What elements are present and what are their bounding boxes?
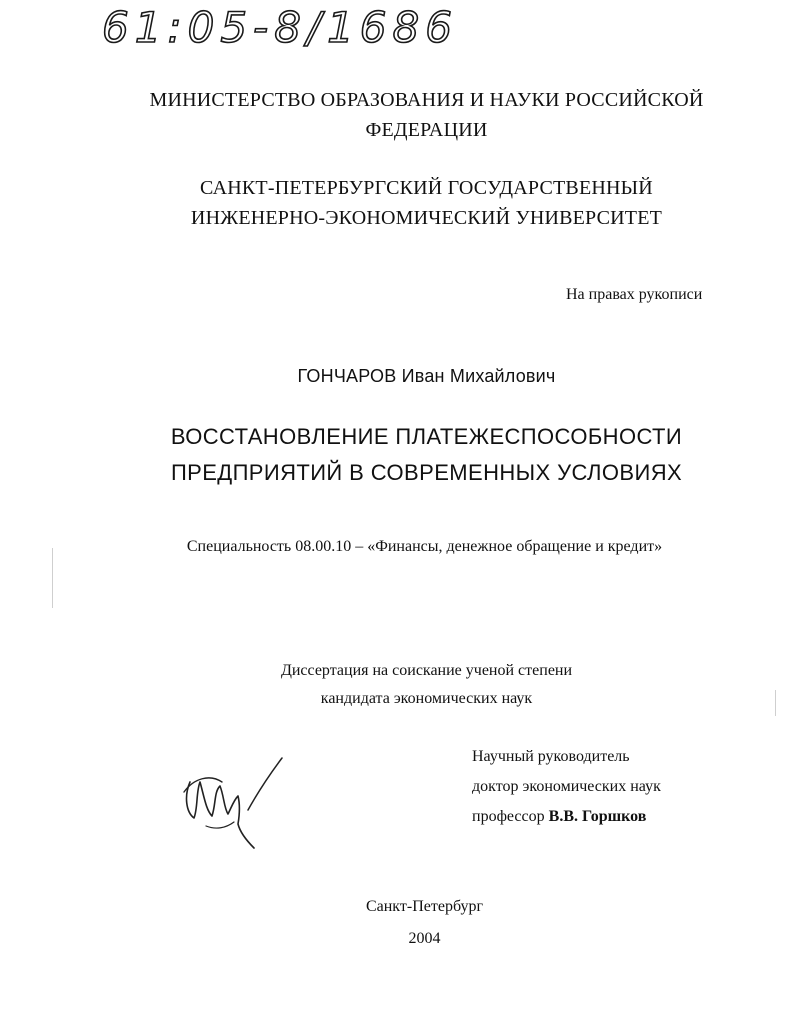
degree-line2: кандидата экономических наук <box>320 690 533 707</box>
dissertation-title-line1: ВОССТАНОВЛЕНИЕ ПЛАТЕЖЕСПОСОБНОСТИ <box>170 424 683 449</box>
handwritten-signature <box>176 752 296 862</box>
scan-artifact-line <box>52 548 53 608</box>
supervisor-degree: доктор экономических наук <box>472 778 661 795</box>
dissertation-title-line2: ПРЕДПРИЯТИЙ В СОВРЕМЕННЫХ УСЛОВИЯХ <box>170 460 683 485</box>
author-name: ГОНЧАРОВ Иван Михайлович <box>297 366 556 386</box>
supervisor-title-prefix: профессор <box>472 808 545 825</box>
specialty-line: Специальность 08.00.10 – «Финансы, денежное обращение и кредит» <box>186 538 663 555</box>
supervisor-title-and-name <box>472 808 646 826</box>
ministry-name-line2: ФЕДЕРАЦИИ <box>365 119 488 141</box>
catalog-code-text: 61:05-8/1686 <box>102 3 458 52</box>
ministry-name-line1: МИНИСТЕРСТВО ОБРАЗОВАНИЯ И НАУКИ РОССИЙСКОЙ <box>149 89 704 111</box>
year: 2004 <box>408 930 441 947</box>
supervisor-name: В.В. Горшков <box>548 808 647 825</box>
supervisor-role: Научный руководитель <box>472 748 630 765</box>
university-name-line1: САНКТ-ПЕТЕРБУРГСКИЙ ГОСУДАРСТВЕННЫЙ <box>200 177 653 199</box>
handwritten-catalog-code <box>98 0 518 52</box>
university-name-line2: ИНЖЕНЕРНО-ЭКОНОМИЧЕСКИЙ УНИВЕРСИТЕТ <box>190 207 663 229</box>
city: Санкт-Петербург <box>365 898 484 915</box>
manuscript-rights-note: На правах рукописи <box>566 286 703 303</box>
degree-line1: Диссертация на соискание ученой степени <box>280 662 573 679</box>
